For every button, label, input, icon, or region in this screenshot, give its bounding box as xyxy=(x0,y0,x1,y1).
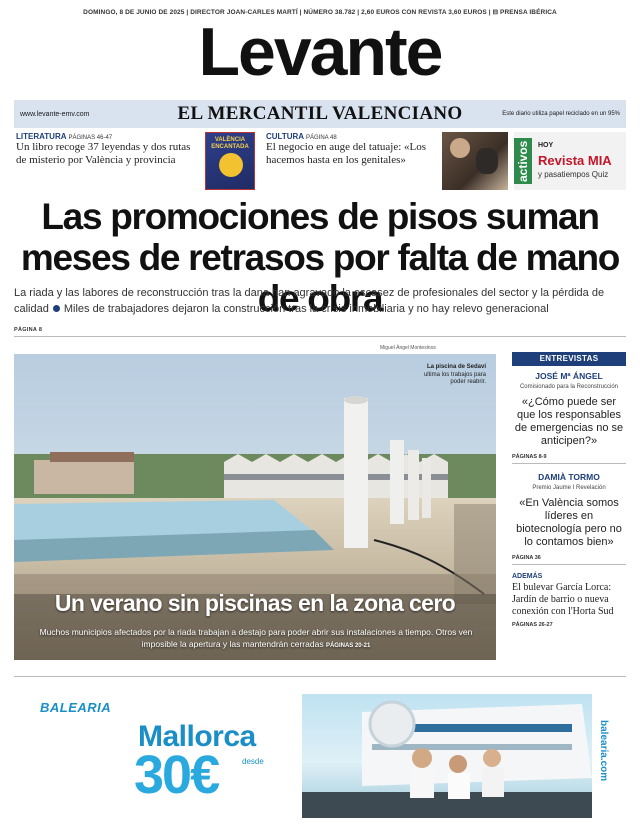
tattoo-photo-face xyxy=(450,138,470,158)
teaser-cultura-kicker: CULTURA xyxy=(266,132,304,141)
ad-desde-label: desde xyxy=(242,757,264,766)
ademas-text: El bulevar García Lorca: Jardín de barrio o nueva conexión con l'Horta Sud xyxy=(512,582,614,617)
teaser-cultura[interactable] xyxy=(266,132,438,167)
interview-role: Premio Jaume I Revelación xyxy=(532,485,606,491)
teaser-literatura-kicker: LITERATURA xyxy=(16,132,67,141)
teaser-cultura-pages: PÁGINA 48 xyxy=(306,135,337,141)
teasers-row xyxy=(14,132,626,192)
deck-part-1: La riada y las labores de reconstrucción tras la dana han agravado la escasez de profesionales del sector y la pérdida de calidad xyxy=(14,287,605,315)
deck-part-2: Miles de trabajadores dejaron la construcción tras la crisis inmobiliaria y no hay relevo generacional xyxy=(63,302,549,315)
ademas-item[interactable] xyxy=(512,573,626,628)
ad-website[interactable]: balearia.com xyxy=(598,720,609,782)
book-cover-image xyxy=(205,132,255,190)
main-headline[interactable]: Las promociones de pisos suman meses de retrasos por falta de mano de obra xyxy=(20,196,620,319)
ad-price: 30€ xyxy=(134,745,219,805)
interview-quote: «En València somos líderes en biotecnología pero no lo contamos bien» xyxy=(516,497,622,548)
divider xyxy=(14,676,626,677)
main-deck xyxy=(14,286,626,317)
ferry-scene-illustration xyxy=(302,694,592,818)
balearia-advertisement[interactable] xyxy=(14,690,626,818)
ad-destination: Mallorca xyxy=(138,720,256,753)
photo-caption xyxy=(414,364,486,387)
interview-item[interactable] xyxy=(512,371,626,464)
ademas-label: ADEMÁS xyxy=(512,573,543,580)
teaser-literatura-text: Un libro recoge 37 leyendas y dos rutas de misterio por València y provincia xyxy=(16,141,191,166)
interview-quote: «¿Cómo puede ser que los responsables de emergencias no se anticipen?» xyxy=(514,396,624,447)
activos-subtitle: y pasatiempos Quiz xyxy=(538,170,609,179)
interview-name: DAMIÀ TORMO xyxy=(538,472,600,482)
interview-name: JOSÉ Mª ÁNGEL xyxy=(535,371,603,381)
book-cover-title: VALÈNCIA ENCANTADA xyxy=(211,137,249,150)
teaser-literatura-pages: PÁGINAS 46-47 xyxy=(68,135,113,141)
activos-revista-title: Revista MIA xyxy=(538,153,612,168)
tattoo-photo-figure xyxy=(476,148,498,174)
ad-ferry-photo xyxy=(302,694,592,818)
issue-info-line: DOMINGO, 8 DE JUNIO DE 2025 | DIRECTOR JOAN-CARLES MARTÍ | NÚMERO 38.782 | 2,60 EUROS CON REVISTA 3,60 EUROS | ⊟ PRENSA IBÉRICA xyxy=(83,9,557,16)
photo-body-text: Muchos municipios afectados por la riada trabajan a destajo para poder abrir sus instalaciones a tiempo. Otros ven imposible la apertura y las mantendrán cerradas xyxy=(39,627,473,649)
photo-caption-text: ultima los trabajos para poder reabrir. xyxy=(423,371,486,385)
interviews-sidebar xyxy=(512,352,626,628)
recycled-paper-note: Este diario utiliza papel reciclado en un 95% xyxy=(502,111,620,117)
bullet-dot-icon xyxy=(53,305,60,312)
interviews-header: ENTREVISTAS xyxy=(512,352,626,366)
website-url[interactable]: www.levante-emv.com xyxy=(20,110,90,118)
interview-item[interactable] xyxy=(512,472,626,565)
masthead-logo: Levante xyxy=(198,14,442,90)
teaser-cultura-text: El negocio en auge del tatuaje: «Los hacemos hasta en los genitales» xyxy=(266,141,427,166)
divider xyxy=(512,463,626,464)
deck-page-ref: PÁGINA 8 xyxy=(14,327,43,333)
photo-caption-bold: La piscina de Sedaví xyxy=(426,364,486,370)
activos-hoy: HOY xyxy=(538,142,554,149)
photo-credit: Miguel Ángel Montesinos xyxy=(380,345,436,351)
interview-role: Comisionado para la Reconstrucción xyxy=(519,384,619,390)
newspaper-subtitle: EL MERCANTIL VALENCIANO xyxy=(177,103,463,124)
activos-vertical-label: activos xyxy=(514,138,532,184)
tattoo-photo xyxy=(442,132,508,190)
pool-photo[interactable] xyxy=(14,354,496,660)
photo-pages: PÁGINAS 20-21 xyxy=(325,643,371,649)
ademas-pages: PÁGINAS 26-27 xyxy=(512,622,553,628)
subtitle-bar xyxy=(14,100,626,128)
activos-promo[interactable] xyxy=(514,132,626,190)
divider xyxy=(512,564,626,565)
divider xyxy=(14,336,626,337)
photo-body xyxy=(28,626,484,652)
interview-pages: PÁGINAS 8-9 xyxy=(512,454,547,460)
photo-headline[interactable]: Un verano sin piscinas en la zona cero xyxy=(54,590,456,616)
interview-pages: PÁGINA 36 xyxy=(512,555,541,561)
teaser-literatura[interactable] xyxy=(16,132,202,167)
book-cover-moon-icon xyxy=(219,153,243,177)
ad-brand-logo: BALEARIA xyxy=(40,700,112,715)
